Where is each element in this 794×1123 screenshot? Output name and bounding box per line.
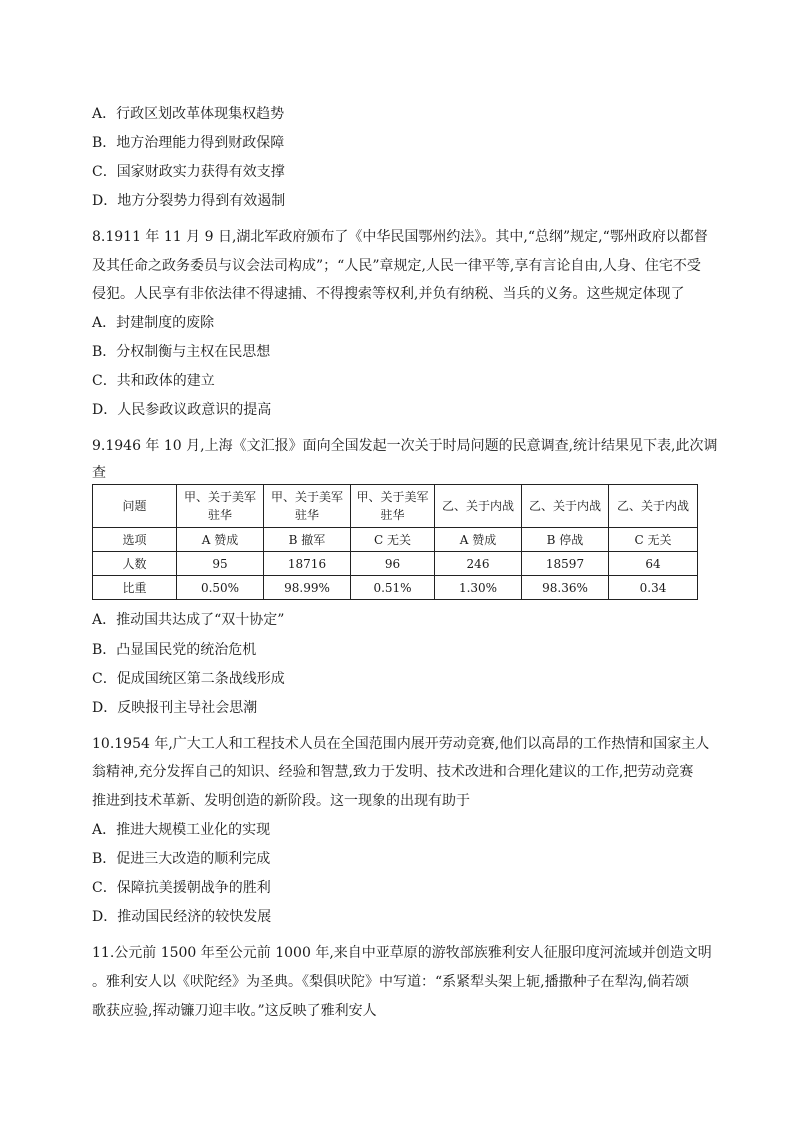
q8-stem-line-3: 侵犯。人民享有非依法律不得逮捕、不得搜索等权利,并负有纳税、当兵的义务。这些规定体现了 [92,286,685,302]
table-header-cell: 乙、关于内战 [522,485,609,528]
q8-stem-line-2: 及其任命之政务委员与议会法司构成”；“人民”章规定,人民一律平等,享有言论自由,人身、住宅不受 [92,258,701,274]
q8-option-c: C．共和政体的建立 [92,373,215,389]
q7-option-d: D．地方分裂势力得到有效遏制 [92,193,286,209]
table-cell: 18716 [264,552,351,576]
q10-stem-line-1: 10.1954 年,广大工人和工程技术人员在全国范围内展开劳动竞赛,他们以高昂的工作热情和国家主人 [92,736,710,752]
survey-table [92,484,698,600]
table-header-cell: 甲、关于美军驻华 [177,485,264,528]
q8-stem-line-1: 8.1911 年 11 月 9 日,湖北军政府颁布了《中华民国鄂州约法》。其中,“总纲”规定,“鄂州政府以都督 [92,229,708,245]
q11-stem-line-1: 11.公元前 1500 年至公元前 1000 年,来自中亚草原的游牧部族雅利安人征服印度河流域并创造文明 [92,945,712,961]
q10-stem-line-3: 推进到技术革新、发明创造的新阶段。这一现象的出现有助于 [92,793,470,809]
q9-option-b: B．凸显国民党的统治危机 [92,642,257,658]
q10-option-a: A．推进大规模工业化的实现 [92,822,271,838]
q9-stem-line-1: 9.1946 年 10 月,上海《文汇报》面向全国发起一次关于时局问题的民意调查,统计结果见下表,此次调 [92,438,718,454]
q9-stem-line-2: 查 [92,465,106,481]
q10-option-d: D．推动国民经济的较快发展 [92,909,272,925]
q11-stem-line-3: 歌获应验,挥动镰刀迎丰收。”这反映了雅利安人 [92,1003,377,1019]
table-header-cell: 乙、关于内战 [435,485,522,528]
table-cell: 选项 [93,528,177,552]
table-cell: C 无关 [351,528,435,552]
table-cell: 0.34 [609,576,698,600]
table-cell: 96 [351,552,435,576]
q10-option-c: C．保障抗美援朝战争的胜利 [92,880,271,896]
table-header-cell: 甲、关于美军驻华 [264,485,351,528]
table-header-row [93,485,698,528]
q7-option-a: A．行政区划改革体现集权趋势 [92,106,285,122]
table-cell: 0.51% [351,576,435,600]
q8-option-d: D．人民参政议政意识的提高 [92,402,272,418]
q8-option-b: B．分权制衡与主权在民思想 [92,344,271,360]
table-cell: 98.99% [264,576,351,600]
table-cell: 比重 [93,576,177,600]
q7-option-c: C．国家财政实力获得有效支撑 [92,164,285,180]
q8-option-a: A．封建制度的废除 [92,315,215,331]
table-row [93,552,698,576]
table-cell: A 赞成 [435,528,522,552]
q10-option-b: B．促进三大改造的顺利完成 [92,851,271,867]
q11-stem-line-2: 。雅利安人以《吠陀经》为圣典。《梨俱吠陀》中写道：“系紧犁头架上轭,播撒种子在犁沟,倘若颂 [92,974,690,990]
table-cell: C 无关 [609,528,698,552]
table-cell: B 撤军 [264,528,351,552]
table-cell: 18597 [522,552,609,576]
table-row [93,576,698,600]
table-cell: 246 [435,552,522,576]
table-cell: 0.50% [177,576,264,600]
table-cell: 人数 [93,552,177,576]
table-cell: 98.36% [522,576,609,600]
table-header-cell: 乙、关于内战 [609,485,698,528]
table-row [93,528,698,552]
table-cell: B 停战 [522,528,609,552]
q10-stem-line-2: 翁精神,充分发挥自己的知识、经验和智慧,致力于发明、技术改进和合理化建议的工作,把劳动竞赛 [92,764,694,780]
table-cell: A 赞成 [177,528,264,552]
q9-option-a: A．推动国共达成了“双十协定” [92,612,285,628]
table-header-cell: 甲、关于美军驻华 [351,485,435,528]
q9-option-d: D．反映报刊主导社会思潮 [92,700,258,716]
table-cell: 1.30% [435,576,522,600]
table-cell: 95 [177,552,264,576]
q9-option-c: C．促成国统区第二条战线形成 [92,671,285,687]
table-header-cell: 问题 [93,485,177,528]
q7-option-b: B．地方治理能力得到财政保障 [92,135,285,151]
table-cell: 64 [609,552,698,576]
